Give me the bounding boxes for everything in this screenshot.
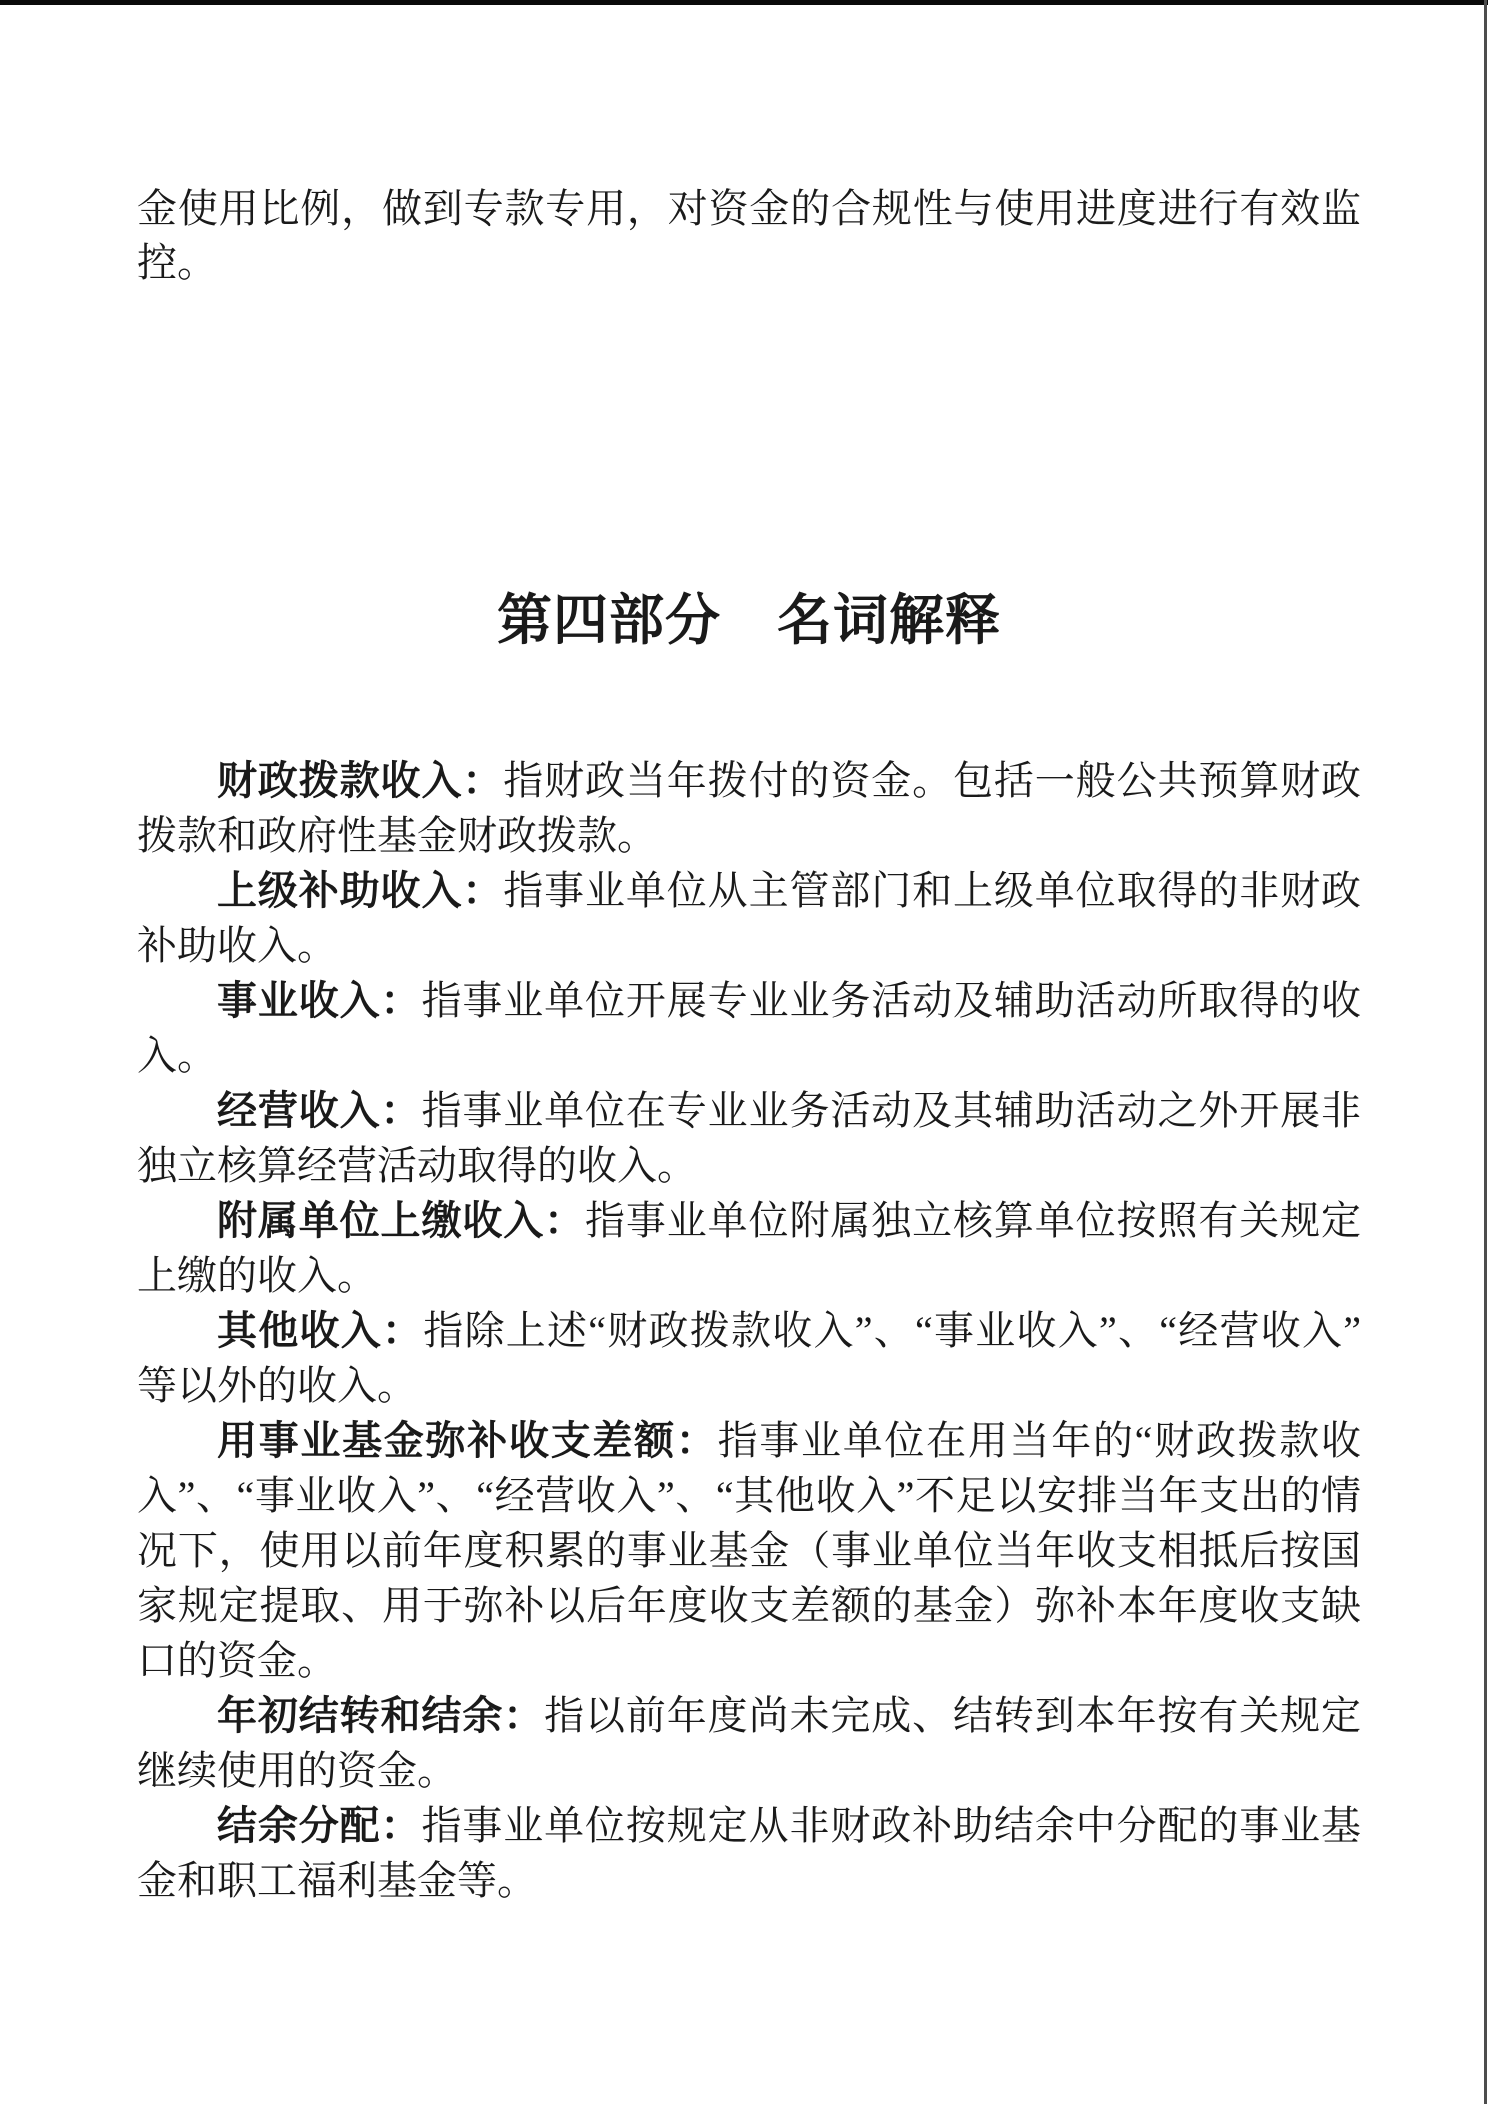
scan-right-edge (1484, 0, 1487, 2104)
glossary-definition: 指财政当年拨付的资金。包括一般公共预算财政拨款和政府性基金财政拨款。 (137, 758, 1362, 858)
glossary-term: 结余分配： (217, 1803, 422, 1848)
glossary-definition: 指事业单位在专业业务活动及其辅助活动之外开展非独立核算经营活动取得的收入。 (137, 1088, 1362, 1188)
glossary-entry (137, 1798, 1361, 1908)
glossary-term: 用事业基金弥补收支差额： (217, 1418, 718, 1463)
glossary-entry (137, 1083, 1361, 1193)
glossary-entry (137, 1688, 1361, 1798)
glossary-definition: 指事业单位按规定从非财政补助结余中分配的事业基金和职工福利基金等。 (137, 1803, 1362, 1903)
page-content (137, 0, 1361, 1908)
glossary-entry (137, 1413, 1361, 1688)
glossary-definition: 指事业单位从主管部门和上级单位取得的非财政补助收入。 (137, 868, 1362, 968)
glossary-list (137, 753, 1361, 1908)
glossary-entry (137, 1303, 1361, 1413)
glossary-term: 附属单位上缴收入： (217, 1198, 585, 1243)
glossary-definition: 指事业单位附属独立核算单位按照有关规定上缴的收入。 (137, 1198, 1361, 1298)
glossary-entry (137, 973, 1361, 1083)
glossary-term: 上级补助收入： (217, 868, 504, 913)
glossary-entry (137, 863, 1361, 973)
glossary-entry (137, 1193, 1361, 1303)
glossary-term: 年初结转和结余： (217, 1693, 545, 1738)
glossary-definition: 指除上述“财政拨款收入”、“事业收入”、“经营收入”等以外的收入。 (137, 1308, 1361, 1408)
glossary-definition: 指事业单位在用当年的“财政拨款收入”、“事业收入”、“经营收入”、“其他收入”不足以安排当年支出的情况下，使用以前年度积累的事业基金（事业单位当年收支相抵后按国家规定提取、用于弥补以后年度收支差额的基金）弥补本年度收支缺口的资金。 (137, 1418, 1362, 1683)
glossary-definition: 指事业单位开展专业业务活动及辅助活动所取得的收入。 (137, 978, 1362, 1078)
continuation-paragraph: 金使用比例，做到专款专用，对资金的合规性与使用进度进行有效监控。 (137, 186, 1361, 285)
glossary-term: 其他收入： (217, 1308, 424, 1353)
glossary-term: 财政拨款收入： (217, 758, 504, 803)
glossary-definition: 指以前年度尚未完成、结转到本年按有关规定继续使用的资金。 (137, 1693, 1362, 1793)
glossary-term: 事业收入： (217, 978, 422, 1023)
glossary-entry (137, 753, 1361, 863)
glossary-term: 经营收入： (217, 1088, 422, 1133)
section-title: 第四部分 名词解释 (496, 590, 1001, 651)
